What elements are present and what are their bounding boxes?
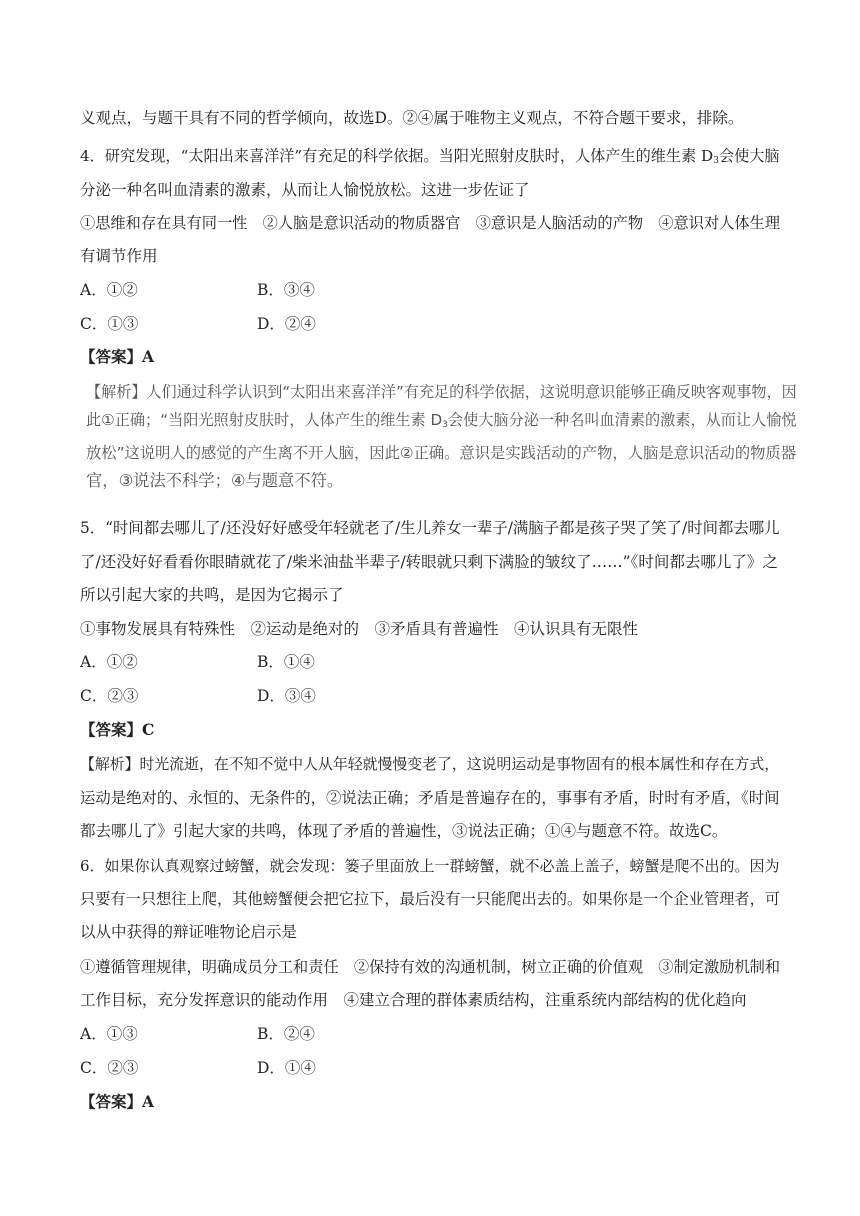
- q5-option-d: D．③④: [257, 687, 316, 705]
- q5-stem-line-2: 了/还没好好看看你眼睛就花了/柴米油盐半辈子/转眼就只剩下满脸的皱纹了……”《时间都去哪儿了》之: [80, 553, 778, 571]
- q5-stem-line-3: 所以引起大家的共鸣，是因为它揭示了: [80, 586, 344, 604]
- q6-option-c: C．②③: [80, 1059, 139, 1077]
- q4-option-b: B．③④: [257, 281, 315, 299]
- q5-stem-line-1: 5．“时间都去哪儿了/还没好好感受年轻就老了/生儿养女一辈子/满脑子都是孩子哭了笑了/时间都去哪儿: [80, 519, 780, 537]
- q6-option-d: D．①④: [257, 1059, 316, 1077]
- q6-option-b: B．②④: [257, 1025, 315, 1043]
- q4-analysis-line-1: 【解析】人们通过科学认识到“太阳出来喜洋洋”有充足的科学依据，这说明意识能够正确反映客观事物，因: [86, 383, 797, 401]
- q5-option-b: B．①④: [257, 653, 315, 671]
- q4-option-d: D．②④: [257, 315, 316, 333]
- q5-analysis-line-2: 运动是绝对的、永恒的、无条件的，②说法正确；矛盾是普遍存在的，事事有矛盾，时时有矛盾，《时间: [80, 789, 780, 807]
- q4-stem-line-1: 4．研究发现，“太阳出来喜洋洋”有充足的科学依据。当阳光照射皮肤时，人体产生的维生素 $D_3$会使大脑: [80, 147, 780, 166]
- q4-analysis-line-3: 放松”这说明人的感觉的产生离不开人脑，因此②正确。意识是实践活动的产物，人脑是意识活动的物质器: [86, 444, 797, 462]
- q6-stem-line-3: 以从中获得的辩证唯物论启示是: [80, 923, 298, 941]
- q4-analysis-scanned-block: [86, 378, 796, 500]
- q5-analysis-line-3: 都去哪儿了》引起大家的共鸣，体现了矛盾的普遍性，③说法正确；①④与题意不符。故选C。: [80, 822, 728, 840]
- q6-items-line-1: ①遵循管理规律，明确成员分工和责任 ②保持有效的沟通机制，树立正确的价值观 ③制定激励机制和: [80, 958, 781, 976]
- q4-analysis-line-2: 此①正确；“当阳光照射皮肤时，人体产生的维生素 $D_3$会使大脑分泌一种名叫血清素的激素，从而让人愉悦: [86, 411, 797, 430]
- q5-analysis-line-1: 【解析】时光流逝，在不知不觉中人从年轻就慢慢变老了，这说明运动是事物固有的根本属性和存在方式，: [80, 755, 780, 773]
- q6-items-line-2: 工作目标，充分发挥意识的能动作用 ④建立合理的群体素质结构，注重系统内部结构的优化趋向: [80, 991, 747, 1009]
- q4-items-line-2: 有调节作用: [80, 247, 158, 265]
- q6-option-a: A．①③: [80, 1025, 138, 1043]
- q5-option-c: C．②③: [80, 687, 139, 705]
- q6-stem-line-2: 只要有一只想往上爬，其他螃蟹便会把它拉下，最后没有一只能爬出去的。如果你是一个企业管理者，可: [80, 890, 781, 908]
- q6-answer: 【答案】A: [80, 1092, 155, 1111]
- q4-option-a: A．①②: [80, 281, 138, 299]
- q5-option-a: A．①②: [80, 653, 138, 671]
- q5-items-line-1: ①事物发展具有特殊性 ②运动是绝对的 ③矛盾具有普遍性 ④认识具有无限性: [80, 620, 639, 638]
- q4-items-line-1: ①思维和存在具有同一性 ②人脑是意识活动的物质器官 ③意识是人脑活动的产物 ④意识对人体生理: [80, 214, 781, 232]
- q4-option-c: C．①③: [80, 315, 139, 333]
- q5-answer: 【答案】C: [80, 720, 155, 739]
- q6-stem-line-1: 6．如果你认真观察过螃蟹，就会发现：篓子里面放上一群螃蟹，就不必盖上盖子，螃蟹是爬不出的。因为: [80, 857, 780, 875]
- q4-answer: 【答案】A: [80, 347, 155, 366]
- q4-stem-line-2: 分泌一种名叫血清素的激素，从而让人愉悦放松。这进一步佐证了: [80, 181, 530, 199]
- q4-analysis-line-4: 官，③说法不科学；④与题意不符。: [86, 471, 344, 490]
- previous-analysis-continuation: 义观点，与题干具有不同的哲学倾向，故选D。②④属于唯物主义观点，不符合题干要求，排除。: [80, 109, 744, 127]
